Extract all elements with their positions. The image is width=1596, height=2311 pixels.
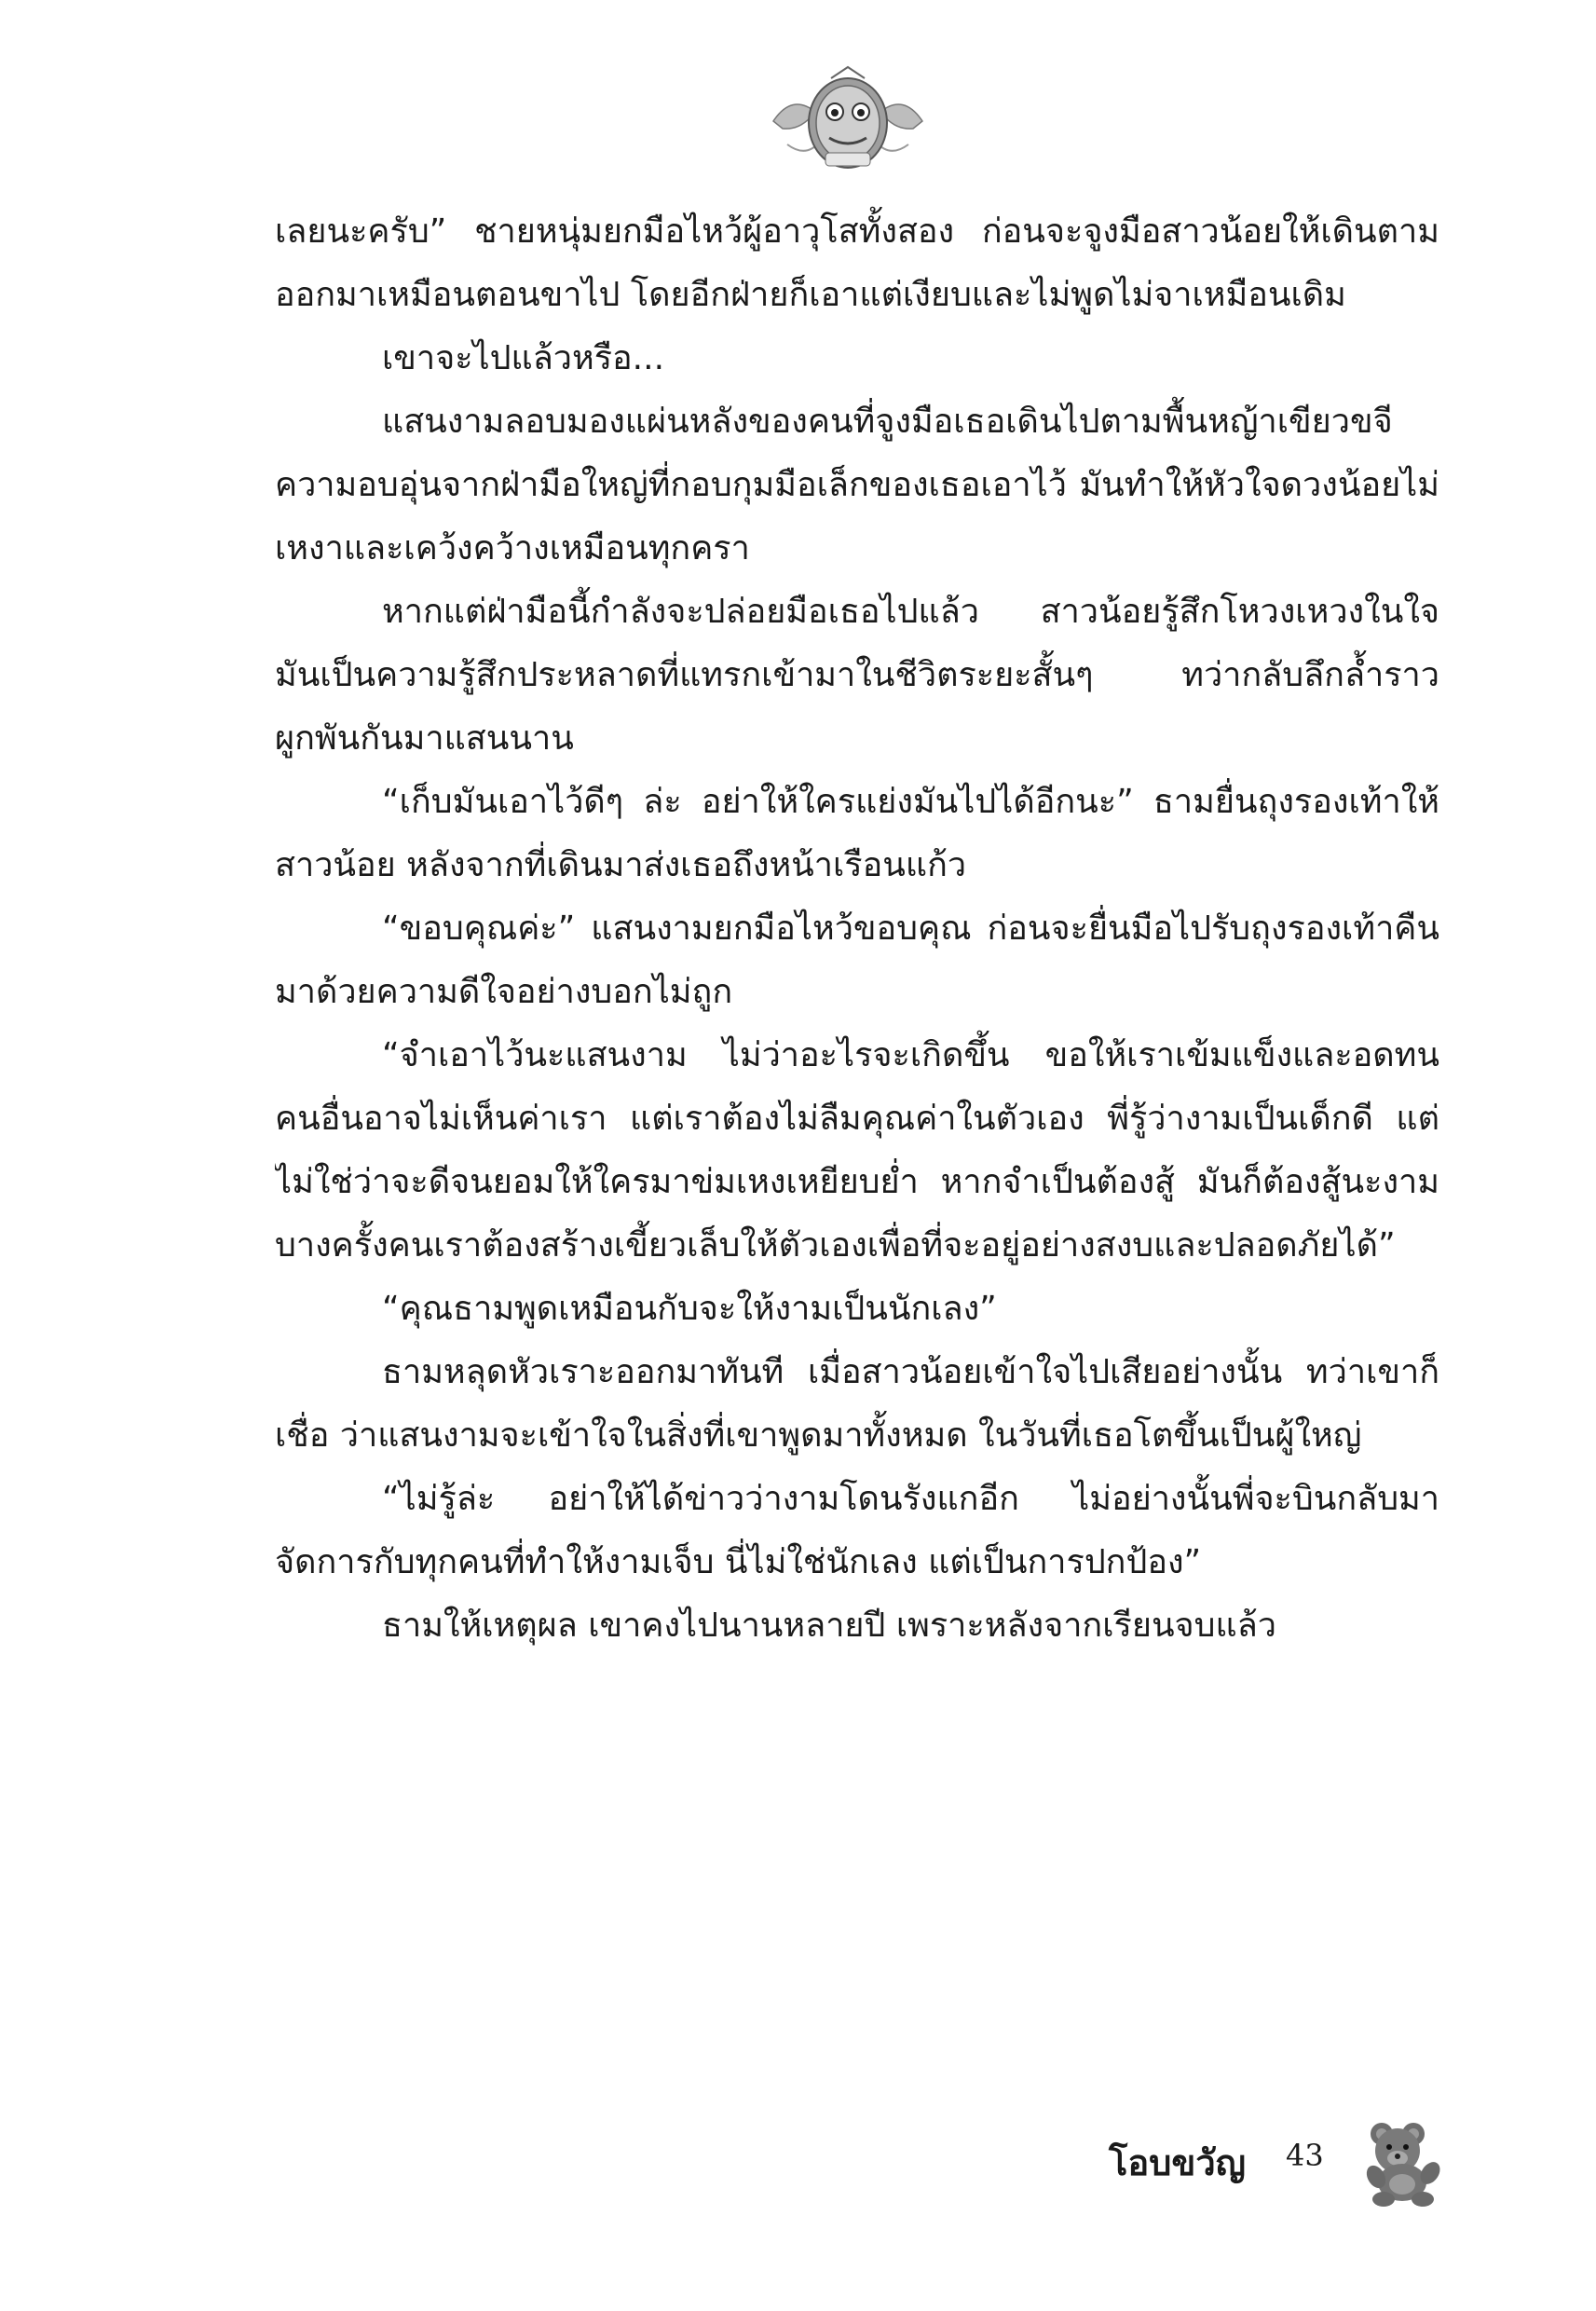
book-title: โอบขวัญ xyxy=(1109,2142,1247,2183)
paragraph: “ไม่รู้ล่ะ อย่าให้ได้ข่าวว่างามโดนรังแกอีก ไม่อย่างนั้นพี่จะบินกลับมาจัดการกับทุกคนที่ทำให้งามเจ็บ นี่ไม่ใช่นักเลง แต่เป็นการปกป้อง” xyxy=(275,1480,1439,1581)
page-number: 43 xyxy=(1286,2138,1324,2173)
teddy-bear-icon xyxy=(1356,2115,1449,2208)
paragraph: ธามหลุดหัวเราะออกมาทันที เมื่อสาวน้อยเข้าใจไปเสียอย่างนั้น ทว่าเขาก็เชื่อ ว่าแสนงามจะเข้าใจในสิ่งที่เขาพูดมาทั้งหมด ในวันที่เธอโตขึ้นเป็นผู้ใหญ่ xyxy=(275,1353,1439,1455)
decorative-crest-icon xyxy=(764,56,932,186)
paragraph: “คุณธามพูดเหมือนกับจะให้งามเป็นนักเลง” xyxy=(382,1290,997,1328)
paragraph: “จำเอาไว้นะแสนงาม ไม่ว่าอะไรจะเกิดขึ้น ขอให้เราเข้มแข็งและอดทน คนอื่นอาจไม่เห็นค่าเรา แต่เราต้องไม่ลืมคุณค่าในตัวเอง พี่รู้ว่างามเป็นเด็กดี แต่ไม่ใช่ว่าจะดีจนยอมให้ใครมาข่มเหงเหยียบย่ำ หากจำเป็นต้องสู้ มันก็ต้องสู้นะงาม บางครั้งคนเราต้องสร้างเขี้ยวเล็บให้ตัวเองเพื่อที่จะอยู่อย่างสงบและปลอดภัยได้” xyxy=(275,1036,1439,1265)
paragraph: เขาจะไปแล้วหรือ... xyxy=(382,339,665,377)
paragraph: ธามให้เหตุผล เขาคงไปนานหลายปี เพราะหลังจากเรียนจบแล้ว xyxy=(382,1607,1276,1645)
paragraph: “ขอบคุณค่ะ” แสนงามยกมือไหว้ขอบคุณ ก่อนจะยื่นมือไปรับถุงรองเท้าคืนมาด้วยความดีใจอย่างบอกไม่ถูก xyxy=(275,909,1439,1011)
paragraph: “เก็บมันเอาไว้ดีๆ ล่ะ อย่าให้ใครแย่งมันไปได้อีกนะ” ธามยื่นถุงรองเท้าให้สาวน้อย หลังจากที่เดินมาส่งเธอถึงหน้าเรือนแก้ว xyxy=(275,783,1439,884)
paragraph: เลยนะครับ” ชายหนุ่มยกมือไหว้ผู้อาวุโสทั้งสอง ก่อนจะจูงมือสาวน้อยให้เดินตามออกมาเหมือนตอนขาไป โดยอีกฝ่ายก็เอาแต่เงียบและไม่พูดไม่จาเหมือนเดิม xyxy=(275,212,1439,314)
page-body-text xyxy=(275,200,1439,2176)
paragraph: หากแต่ฝ่ามือนี้กำลังจะปล่อยมือเธอไปแล้ว สาวน้อยรู้สึกโหวงเหวงในใจ มันเป็นความรู้สึกประหลาดที่แทรกเข้ามาในชีวิตระยะสั้นๆ ทว่ากลับลึกล้ำราวผูกพันกันมาแสนนาน xyxy=(275,593,1439,758)
paragraph: แสนงามลอบมองแผ่นหลังของคนที่จูงมือเธอเดินไปตามพื้นหญ้าเขียวขจี ความอบอุ่นจากฝ่ามือใหญ่ที่กอบกุมมือเล็กของเธอเอาไว้ มันทำให้หัวใจดวงน้อยไม่เหงาและเคว้งคว้างเหมือนทุกครา xyxy=(275,403,1439,567)
page-footer xyxy=(1109,2125,1463,2199)
